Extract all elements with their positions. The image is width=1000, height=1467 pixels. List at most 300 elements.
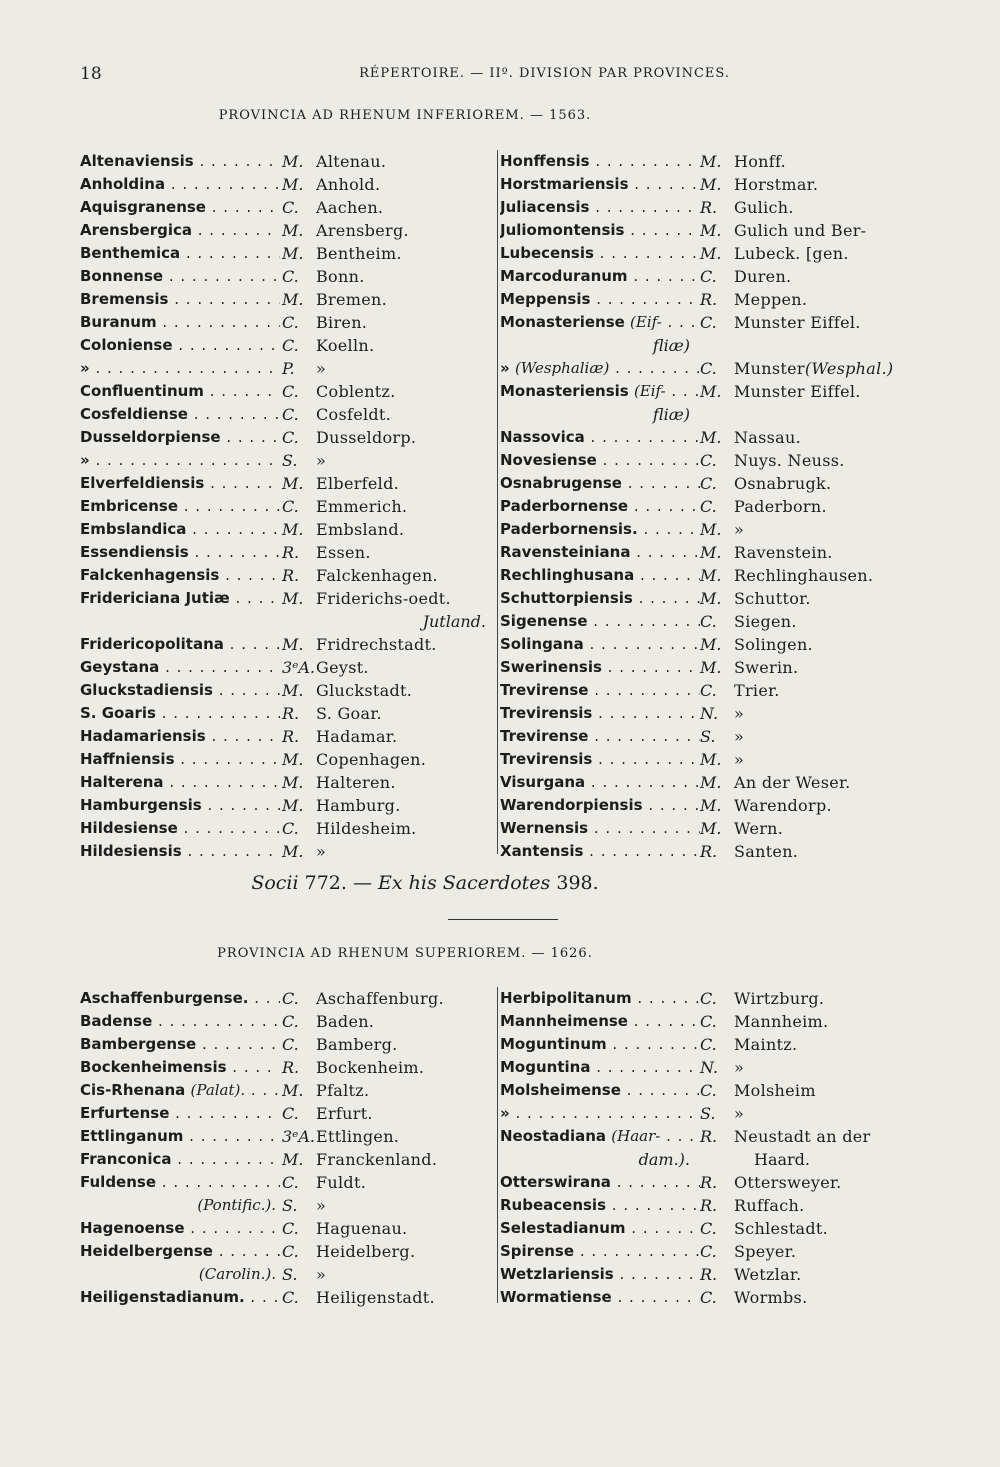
place-name-text: Fridrechstadt. bbox=[316, 635, 437, 654]
entry-continuation bbox=[500, 334, 945, 357]
list-entry bbox=[500, 1079, 945, 1102]
house-grade: M. bbox=[282, 290, 304, 309]
house-grade: C. bbox=[700, 681, 717, 700]
house-name-text: Fridericopolitana bbox=[80, 635, 224, 653]
place-name-text: » bbox=[316, 1265, 327, 1284]
house-name bbox=[500, 242, 700, 265]
house-name-text: Herbipolitanum bbox=[500, 989, 632, 1007]
place-name bbox=[734, 518, 744, 541]
place-name-text: Duren. bbox=[734, 267, 792, 286]
house-name bbox=[80, 702, 280, 725]
house-grade: R. bbox=[282, 727, 300, 746]
house-grade: R. bbox=[700, 1265, 718, 1284]
house-name bbox=[500, 1217, 700, 1240]
house-grade: S. bbox=[282, 451, 298, 470]
list-entry bbox=[500, 725, 945, 748]
house-name-text: Spirense bbox=[500, 1242, 575, 1260]
house-name-text: Trevirensis bbox=[500, 750, 593, 768]
list-entry bbox=[80, 702, 492, 725]
list-entry bbox=[80, 817, 492, 840]
house-name bbox=[500, 495, 700, 518]
place-name-text: Santen. bbox=[734, 842, 799, 861]
house-name-text: Embricense bbox=[80, 497, 178, 515]
place-name-text: » bbox=[734, 750, 745, 769]
place-name bbox=[316, 426, 416, 449]
section-rule bbox=[448, 919, 558, 920]
house-grade: M. bbox=[700, 382, 722, 401]
house-name bbox=[80, 725, 280, 748]
house-grade: C. bbox=[282, 497, 299, 516]
house-grade: M. bbox=[282, 681, 304, 700]
house-name bbox=[80, 1240, 280, 1263]
place-name-text: Arensberg. bbox=[316, 221, 409, 240]
house-name-text: Marcoduranum bbox=[500, 267, 628, 285]
house-name-text: Neostadiana bbox=[500, 1127, 607, 1145]
house-name bbox=[500, 449, 700, 472]
house-grade: C. bbox=[282, 1035, 299, 1054]
house-name-text: Schuttorpiensis bbox=[500, 589, 633, 607]
place-name bbox=[316, 1263, 326, 1286]
house-grade: M. bbox=[700, 819, 722, 838]
house-grade: S. bbox=[700, 1104, 716, 1123]
house-name bbox=[500, 1102, 700, 1125]
page-number: 18 bbox=[80, 64, 102, 84]
place-name-text: Friderichs-oedt. bbox=[316, 589, 451, 608]
place-name-text: Biren. bbox=[316, 313, 368, 332]
list-entry bbox=[80, 1286, 492, 1309]
house-name-qualifier: (Wesphaliæ) bbox=[514, 359, 610, 377]
house-grade: C. bbox=[700, 1242, 717, 1261]
place-name bbox=[316, 1102, 373, 1125]
list-entry bbox=[80, 1056, 492, 1079]
place-name bbox=[734, 725, 744, 748]
house-name-text: S. Goaris bbox=[80, 704, 156, 722]
place-name bbox=[734, 242, 849, 265]
place-name bbox=[734, 748, 744, 771]
house-name bbox=[80, 987, 280, 1010]
house-name-text: Arensbergica bbox=[80, 221, 192, 239]
place-name-text: Speyer. bbox=[734, 1242, 797, 1261]
place-name-text: Mannheim. bbox=[734, 1012, 829, 1031]
house-grade: C. bbox=[282, 267, 299, 286]
place-name bbox=[734, 1125, 871, 1148]
place-name-text: Wetzlar. bbox=[734, 1265, 802, 1284]
column-divider bbox=[497, 987, 498, 1303]
house-name-text: Trevirense bbox=[500, 727, 589, 745]
list-entry bbox=[80, 150, 492, 173]
list-entry bbox=[500, 1171, 945, 1194]
house-name bbox=[80, 748, 280, 771]
house-name bbox=[80, 472, 280, 495]
place-name-text: » bbox=[734, 704, 745, 723]
list-entry bbox=[500, 288, 945, 311]
house-grade: R. bbox=[282, 704, 300, 723]
place-name bbox=[734, 1263, 802, 1286]
house-grade: C. bbox=[282, 1012, 299, 1031]
house-name bbox=[80, 357, 280, 380]
place-name bbox=[316, 449, 326, 472]
house-name-text: Bonnense bbox=[80, 267, 164, 285]
house-name bbox=[500, 265, 700, 288]
house-name-text: Elverfeldiensis bbox=[80, 474, 205, 492]
house-grade: C. bbox=[282, 336, 299, 355]
house-name bbox=[80, 656, 280, 679]
place-name bbox=[316, 265, 365, 288]
house-name bbox=[80, 1286, 280, 1309]
place-name bbox=[734, 219, 866, 242]
house-name bbox=[80, 150, 280, 173]
house-grade: C. bbox=[282, 198, 299, 217]
place-name-text: Schuttor. bbox=[734, 589, 811, 608]
house-name-text: Fridericiana Jutiæ bbox=[80, 589, 230, 607]
house-grade: S. bbox=[282, 1196, 298, 1215]
place-name-text: Solingen. bbox=[734, 635, 813, 654]
house-name bbox=[500, 380, 700, 403]
place-name bbox=[316, 380, 396, 403]
house-name-text: Buranum bbox=[80, 313, 157, 331]
place-name bbox=[316, 987, 444, 1010]
place-name bbox=[734, 173, 818, 196]
list-entry bbox=[80, 196, 492, 219]
house-name bbox=[80, 311, 280, 334]
list-entry bbox=[80, 449, 492, 472]
place-name-text: Dusseldorp. bbox=[316, 428, 417, 447]
house-grade: M. bbox=[282, 1081, 304, 1100]
list-entry bbox=[500, 702, 945, 725]
house-name bbox=[80, 1033, 280, 1056]
house-name-text: Hamburgensis bbox=[80, 796, 202, 814]
house-grade: C. bbox=[700, 313, 717, 332]
place-name-text: Aschaffenburg. bbox=[316, 989, 444, 1008]
place-name-text: Siegen. bbox=[734, 612, 797, 631]
place-name-text: » bbox=[734, 1058, 745, 1077]
house-grade: M. bbox=[282, 244, 304, 263]
house-grade: N. bbox=[700, 1058, 719, 1077]
place-name bbox=[734, 679, 780, 702]
list-entry bbox=[80, 1263, 492, 1286]
place-name-text: Heiligenstadt. bbox=[316, 1288, 435, 1307]
house-grade: R. bbox=[700, 842, 718, 861]
place-name bbox=[316, 150, 386, 173]
house-grade: C. bbox=[700, 1219, 717, 1238]
house-name bbox=[500, 840, 700, 863]
list-entry bbox=[80, 495, 492, 518]
house-grade: C. bbox=[282, 382, 299, 401]
house-grade: M. bbox=[700, 635, 722, 654]
place-name-text: Baden. bbox=[316, 1012, 375, 1031]
house-grade: M. bbox=[282, 842, 304, 861]
house-name-text: Embslandica bbox=[80, 520, 187, 538]
place-name-text: Maintz. bbox=[734, 1035, 798, 1054]
house-name bbox=[500, 1079, 700, 1102]
list-entry bbox=[80, 1148, 492, 1171]
place-name-text: » bbox=[316, 451, 327, 470]
list-entry bbox=[80, 242, 492, 265]
place-name-text: Halteren. bbox=[316, 773, 396, 792]
place-name bbox=[734, 495, 827, 518]
list-entry bbox=[80, 1240, 492, 1263]
list-entry bbox=[500, 1102, 945, 1125]
list-entry bbox=[80, 288, 492, 311]
house-name bbox=[500, 702, 700, 725]
house-name-text: Halterena bbox=[80, 773, 164, 791]
place-name bbox=[734, 1056, 744, 1079]
house-name bbox=[500, 196, 700, 219]
house-grade: M. bbox=[700, 796, 722, 815]
house-name-text: Anholdina bbox=[80, 175, 166, 193]
place-name bbox=[734, 1033, 797, 1056]
house-name-qualifier: (Palat). bbox=[190, 1081, 246, 1099]
house-name-text: Selestadianum bbox=[500, 1219, 626, 1237]
list-entry bbox=[80, 541, 492, 564]
house-name-text: Otterswirana bbox=[500, 1173, 611, 1191]
house-name bbox=[80, 587, 280, 610]
name-continuation: fliæ) bbox=[652, 405, 690, 424]
house-grade: N. bbox=[700, 704, 719, 723]
house-name-qualifier: (Pontific.). bbox=[197, 1196, 276, 1214]
summary-sacerdotes-label: Ex his Sacerdotes bbox=[378, 872, 551, 894]
place-name-text: Ettlingen. bbox=[316, 1127, 400, 1146]
house-name bbox=[500, 817, 700, 840]
house-grade: C. bbox=[700, 989, 717, 1008]
house-name bbox=[500, 1171, 700, 1194]
house-name bbox=[500, 1056, 700, 1079]
house-name bbox=[80, 219, 280, 242]
list-entry bbox=[500, 518, 945, 541]
place-name-text: Copenhagen. bbox=[316, 750, 427, 769]
house-name-text: Solingana bbox=[500, 635, 584, 653]
place-name-text: Gulich. bbox=[734, 198, 794, 217]
inferior-left-column bbox=[80, 150, 492, 863]
house-grade: M. bbox=[700, 750, 722, 769]
house-name bbox=[500, 518, 700, 541]
house-grade: C. bbox=[700, 267, 717, 286]
place-name-text: Coblentz. bbox=[316, 382, 396, 401]
house-name bbox=[80, 541, 280, 564]
place-name bbox=[734, 472, 831, 495]
list-entry bbox=[500, 679, 945, 702]
list-entry bbox=[80, 840, 492, 863]
list-entry bbox=[80, 334, 492, 357]
superior-left-column bbox=[80, 987, 492, 1309]
house-name bbox=[500, 288, 700, 311]
house-name-text: Hadamariensis bbox=[80, 727, 206, 745]
house-name-text: Cosfeldiense bbox=[80, 405, 188, 423]
place-name-text: » bbox=[316, 1196, 327, 1215]
place-name bbox=[316, 1010, 374, 1033]
place-name-text: Falckenhagen. bbox=[316, 566, 438, 585]
list-entry bbox=[500, 587, 945, 610]
house-grade: R. bbox=[282, 1058, 300, 1077]
place-name-text: Wirtzburg. bbox=[734, 989, 825, 1008]
place-name-text: Bamberg. bbox=[316, 1035, 398, 1054]
place-name-text: Meppen. bbox=[734, 290, 808, 309]
house-name-text: Wernensis bbox=[500, 819, 589, 837]
house-grade: M. bbox=[700, 520, 722, 539]
house-grade: C. bbox=[700, 451, 717, 470]
place-name-text: Trier. bbox=[734, 681, 780, 700]
place-name bbox=[734, 196, 794, 219]
place-name bbox=[316, 1240, 415, 1263]
list-entry bbox=[500, 1217, 945, 1240]
place-name bbox=[734, 656, 798, 679]
house-name-text: Haffniensis bbox=[80, 750, 175, 768]
place-name-text: Lubeck. [gen. bbox=[734, 244, 849, 263]
house-name bbox=[80, 1102, 280, 1125]
house-grade: M. bbox=[700, 566, 722, 585]
place-name-text: Gluckstadt. bbox=[316, 681, 413, 700]
list-entry bbox=[500, 541, 945, 564]
place-name-text: Horstmar. bbox=[734, 175, 819, 194]
house-name-text: Aquisgranense bbox=[80, 198, 206, 216]
house-grade: M. bbox=[282, 589, 304, 608]
house-name-qualifier: (Haar- bbox=[611, 1127, 661, 1145]
place-name bbox=[316, 679, 412, 702]
list-entry bbox=[80, 1033, 492, 1056]
list-entry bbox=[500, 840, 945, 863]
place-name bbox=[734, 449, 845, 472]
house-name-text: Geystana bbox=[80, 658, 160, 676]
name-continuation: Jutland. bbox=[422, 612, 486, 631]
place-name-text: Pfaltz. bbox=[316, 1081, 370, 1100]
place-name-text: Paderborn. bbox=[734, 497, 827, 516]
house-grade: C. bbox=[282, 405, 299, 424]
house-name bbox=[500, 1286, 700, 1309]
place-name bbox=[316, 564, 438, 587]
province-title-inferior: PROVINCIA AD RHENUM INFERIOREM. — 1563. bbox=[218, 108, 592, 123]
place-name-text: Molsheim bbox=[734, 1081, 816, 1100]
house-name bbox=[80, 564, 280, 587]
superior-right-column bbox=[500, 987, 945, 1309]
list-entry bbox=[500, 242, 945, 265]
house-grade: S. bbox=[282, 1265, 298, 1284]
list-entry bbox=[80, 311, 492, 334]
list-entry bbox=[500, 817, 945, 840]
house-name bbox=[500, 1194, 700, 1217]
house-name bbox=[500, 1033, 700, 1056]
summary-sacerdotes-count: 398. bbox=[556, 872, 599, 894]
column-divider bbox=[497, 150, 498, 854]
house-name-text: Benthemica bbox=[80, 244, 181, 262]
house-name bbox=[80, 1148, 280, 1171]
house-name-text: Warendorpiensis bbox=[500, 796, 643, 814]
place-name bbox=[734, 817, 783, 840]
house-name-text: Visurgana bbox=[500, 773, 586, 791]
place-name-text: Geyst. bbox=[316, 658, 369, 677]
list-entry bbox=[80, 564, 492, 587]
house-grade: R. bbox=[700, 1196, 718, 1215]
house-name bbox=[500, 541, 700, 564]
house-name bbox=[500, 610, 700, 633]
house-name bbox=[500, 564, 700, 587]
place-name-text: Heidelberg. bbox=[316, 1242, 416, 1261]
list-entry bbox=[80, 357, 492, 380]
house-name-text: Monasteriense bbox=[500, 313, 625, 331]
house-name bbox=[500, 311, 700, 334]
list-entry bbox=[80, 633, 492, 656]
house-name-text: Heidelbergense bbox=[80, 1242, 213, 1260]
list-entry bbox=[500, 656, 945, 679]
house-name-text: Bremensis bbox=[80, 290, 169, 308]
inferior-summary bbox=[80, 872, 770, 894]
list-entry bbox=[80, 794, 492, 817]
list-entry bbox=[500, 748, 945, 771]
place-name-text: » bbox=[734, 520, 745, 539]
house-name-text: Meppensis bbox=[500, 290, 591, 308]
list-entry bbox=[500, 196, 945, 219]
house-name-text: » bbox=[500, 1104, 510, 1122]
house-name bbox=[500, 150, 700, 173]
entry-continuation bbox=[500, 403, 945, 426]
place-name-text: Honff. bbox=[734, 152, 787, 171]
place-name-text: Bentheim. bbox=[316, 244, 402, 263]
list-entry bbox=[500, 633, 945, 656]
house-name bbox=[500, 1125, 700, 1148]
house-name bbox=[80, 173, 280, 196]
house-name-text: Moguntina bbox=[500, 1058, 591, 1076]
list-entry bbox=[80, 1125, 492, 1148]
place-name-text: Hadamar. bbox=[316, 727, 398, 746]
house-grade: 3ᵉA. bbox=[282, 658, 316, 677]
place-name-text: Emmerich. bbox=[316, 497, 408, 516]
house-name bbox=[500, 633, 700, 656]
list-entry bbox=[80, 1217, 492, 1240]
house-name-text: Cis-Rhenana bbox=[80, 1081, 186, 1099]
house-name-text: Ravensteiniana bbox=[500, 543, 631, 561]
house-grade: C. bbox=[700, 359, 717, 378]
house-name-qualifier: (Carolin.). bbox=[198, 1265, 276, 1283]
list-entry bbox=[500, 380, 945, 403]
place-name bbox=[316, 311, 367, 334]
place-name bbox=[316, 242, 402, 265]
place-name-text: Munster bbox=[734, 359, 805, 378]
house-grade: M. bbox=[282, 152, 304, 171]
house-grade: M. bbox=[282, 635, 304, 654]
house-grade: 3ᵉA. bbox=[282, 1127, 316, 1146]
house-name-text: Heiligenstadianum. bbox=[80, 1288, 245, 1306]
place-name bbox=[316, 656, 369, 679]
list-entry bbox=[80, 426, 492, 449]
house-name-text: Molsheimense bbox=[500, 1081, 621, 1099]
place-name bbox=[316, 840, 326, 863]
list-entry bbox=[80, 771, 492, 794]
house-grade: C. bbox=[282, 989, 299, 1008]
house-grade: C. bbox=[282, 1288, 299, 1307]
place-name bbox=[734, 426, 801, 449]
house-name-text: Rubeacensis bbox=[500, 1196, 607, 1214]
house-name bbox=[80, 1194, 280, 1217]
house-name-text: Juliomontensis bbox=[500, 221, 625, 239]
place-name-text: Hamburg. bbox=[316, 796, 401, 815]
house-grade: C. bbox=[282, 313, 299, 332]
list-entry bbox=[80, 1171, 492, 1194]
place-name bbox=[316, 794, 401, 817]
place-name bbox=[734, 1286, 807, 1309]
place-name bbox=[734, 1079, 816, 1102]
house-name bbox=[80, 1056, 280, 1079]
list-entry bbox=[80, 1010, 492, 1033]
list-entry bbox=[500, 173, 945, 196]
place-name bbox=[734, 702, 744, 725]
house-name-text: Paderbornensis. bbox=[500, 520, 638, 538]
place-name bbox=[734, 564, 873, 587]
house-name-text: Nassovica bbox=[500, 428, 585, 446]
house-grade: C. bbox=[282, 428, 299, 447]
house-grade: M. bbox=[282, 750, 304, 769]
place-name bbox=[316, 771, 396, 794]
place-name bbox=[316, 173, 380, 196]
house-name-text: Aschaffenburgense. bbox=[80, 989, 249, 1007]
